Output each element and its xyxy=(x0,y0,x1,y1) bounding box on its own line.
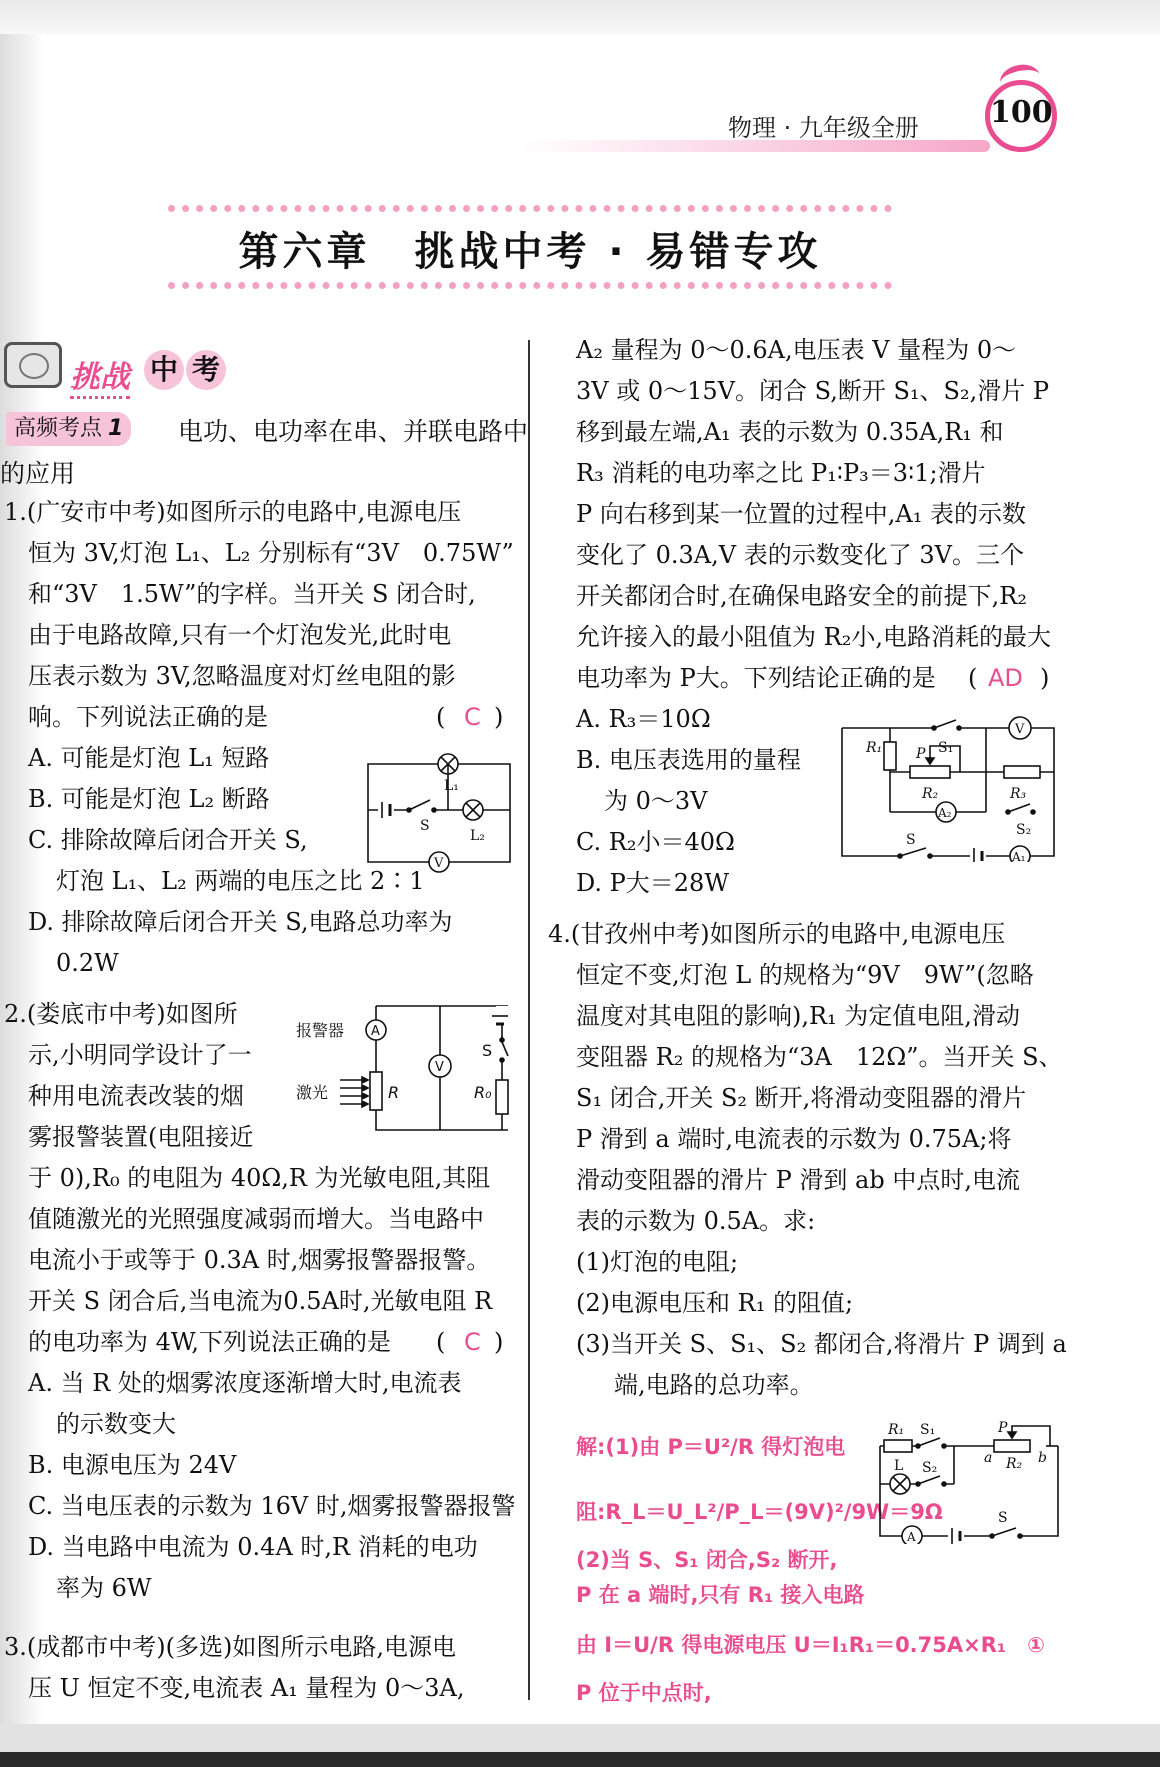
page-top-edge xyxy=(0,0,1160,34)
option-line: 为 0～3V xyxy=(604,787,708,815)
option-line: B. 电源电压为 24V xyxy=(28,1451,237,1479)
answer-paren-open: ( xyxy=(436,1328,446,1356)
c4-r2-label: R₂ xyxy=(1006,1456,1023,1472)
answer-q3: AD xyxy=(988,664,1023,692)
c3-r3-label: R₃ xyxy=(1010,786,1027,802)
text-line: 于 0),R₀ 的电阻为 40Ω,R 为光敏电阻,其阻 xyxy=(28,1164,491,1192)
text-line: 恒定不变,灯泡 L 的规格为“9V 9W”(忽略 xyxy=(576,961,1034,989)
answer-q1: C xyxy=(464,703,481,731)
text-line: (1)灯泡的电阻; xyxy=(576,1248,739,1276)
option-line: A. 可能是灯泡 L₁ 短路 xyxy=(28,744,270,772)
c4-am-label: A xyxy=(907,1530,916,1544)
c3-v-label: V xyxy=(1015,722,1025,737)
chapter-title: 第六章 挑战中考 · 易错专攻 xyxy=(238,229,822,275)
answer-q2: C xyxy=(464,1328,481,1356)
text-line: 电功率为 P大。下列结论正确的是 xyxy=(576,664,936,692)
option-line: B. 可能是灯泡 L₂ 断路 xyxy=(28,785,270,813)
c2-s-label: S xyxy=(482,1041,493,1060)
text-line: (2)电源电压和 R₁ 的阻值; xyxy=(576,1289,854,1317)
column-divider xyxy=(528,340,530,1700)
answer-paren-close: ) xyxy=(494,1328,504,1356)
text-line: 表的示数为 0.5A。求: xyxy=(576,1207,816,1235)
solution-line: 解:(1)由 P＝U²/R 得灯泡电 xyxy=(576,1435,846,1459)
section-label-zhong: 中 xyxy=(144,350,184,390)
c4-l-label: L xyxy=(894,1458,904,1474)
text-line: 响。下列说法正确的是 xyxy=(28,703,268,731)
c1-s-label: S xyxy=(420,818,430,834)
text-line: 电流小于或等于 0.3A 时,烟雾报警器报警。 xyxy=(28,1246,491,1274)
c3-s-label: S xyxy=(906,832,916,848)
option-line: D. 当电路中电流为 0.4A 时,R 消耗的电功 xyxy=(28,1533,478,1561)
text-line: 示,小明同学设计了一 xyxy=(28,1041,252,1069)
c2-v-label: V xyxy=(435,1060,444,1075)
text-line: 压 U 恒定不变,电流表 A₁ 量程为 0～3A, xyxy=(28,1674,465,1702)
text-line: 温度对其电阻的影响),R₁ 为定值电阻,滑动 xyxy=(576,1002,1020,1030)
solution-line: 由 I＝U/R 得电源电压 U＝I₁R₁＝0.75A×R₁ ① xyxy=(576,1633,1045,1657)
c1-l1-label: L₁ xyxy=(444,778,459,794)
option-line: 的示数变大 xyxy=(56,1410,176,1438)
keypoint-title-line-1: 电功、电功率在串、并联电路中 xyxy=(178,417,529,446)
circuit-diagram-2 xyxy=(296,998,512,1138)
text-line: 1.(广安市中考)如图所示的电路中,电源电压 xyxy=(4,498,462,526)
c4-r1-label: R₁ xyxy=(888,1422,905,1438)
option-line: A. 当 R 处的烟雾浓度逐渐增大时,电流表 xyxy=(28,1369,462,1397)
answer-paren-open: ( xyxy=(968,664,978,692)
keypoint-badge xyxy=(6,412,131,446)
text-line: 移到最左端,A₁ 表的示数为 0.35A,R₁ 和 xyxy=(576,418,1004,446)
option-line: C. 当电压表的示数为 16V 时,烟雾报警器报警 xyxy=(28,1492,516,1520)
answer-paren-close: ) xyxy=(494,703,504,731)
c3-r2-label: R₂ xyxy=(922,786,939,802)
text-line: 允许接入的最小阻值为 R₂小,电路消耗的最大 xyxy=(576,623,1051,651)
text-line: 开关都闭合时,在确保电路安全的前提下,R₂ xyxy=(576,582,1027,610)
c2-a-label: A xyxy=(371,1024,380,1039)
c3-s1-label: S₁ xyxy=(938,740,954,756)
section-label-kao: 考 xyxy=(186,350,226,390)
circuit-diagram-1 xyxy=(364,748,514,876)
keypoint-badge-label: 高频考点 xyxy=(14,416,103,441)
page-number: 100 xyxy=(990,95,1053,130)
text-line: 2.(娄底市中考)如图所 xyxy=(4,1000,238,1028)
keypoint-title-line-2: 的应用 xyxy=(0,459,76,488)
text-line: P 滑到 a 端时,电流表的示数为 0.75A;将 xyxy=(576,1125,1012,1153)
c3-a1-label: A₁ xyxy=(1012,850,1026,862)
solution-line: P 位于中点时, xyxy=(576,1681,712,1705)
option-line: 0.2W xyxy=(56,949,119,977)
option-line: C. 排除故障后闭合开关 S, xyxy=(28,826,308,854)
text-line: 变化了 0.3A,V 表的示数变化了 3V。三个 xyxy=(576,541,1024,569)
text-line: 4.(甘孜州中考)如图所示的电路中,电源电压 xyxy=(548,920,1006,948)
c2-r0-label: R₀ xyxy=(474,1083,492,1102)
c2-r-label: R xyxy=(388,1083,400,1102)
text-line: P 向右移到某一位置的过程中,A₁ 表的示数 xyxy=(576,500,1026,528)
c3-p-label: P xyxy=(916,746,926,762)
c3-s2-label: S₂ xyxy=(1016,822,1032,838)
c4-b-label: b xyxy=(1038,1450,1047,1466)
c4-s-label: S xyxy=(998,1510,1008,1526)
header-subject: 物理 · 九年级全册 xyxy=(728,114,919,142)
solution-line: P 在 a 端时,只有 R₁ 接入电路 xyxy=(576,1583,865,1607)
circuit-diagram-4 xyxy=(874,1418,1064,1544)
solution-line: 阻:R_L＝U_L²/P_L＝(9V)²/9W＝9Ω xyxy=(576,1500,943,1524)
option-line: 率为 6W xyxy=(56,1574,152,1602)
c1-l2-label: L₂ xyxy=(470,828,485,844)
tv-icon xyxy=(4,342,62,388)
solution-line: (2)当 S、S₁ 闭合,S₂ 断开, xyxy=(576,1548,838,1572)
page-bottom-bar xyxy=(0,1752,1160,1767)
text-line: (3)当开关 S、S₁、S₂ 都闭合,将滑片 P 调到 a xyxy=(576,1330,1067,1358)
text-line: 压表示数为 3V,忽略温度对灯丝电阻的影 xyxy=(28,662,456,690)
text-line: 变阻器 R₂ 的规格为“3A 12Ω”。当开关 S、 xyxy=(576,1043,1063,1071)
option-line: A. R₃＝10Ω xyxy=(576,705,711,733)
text-line: 滑动变阻器的滑片 P 滑到 ab 中点时,电流 xyxy=(576,1166,1020,1194)
text-line: R₃ 消耗的电功率之比 P₁∶P₃＝3∶1;滑片 xyxy=(576,459,986,487)
text-line: 由于电路故障,只有一个灯泡发光,此时电 xyxy=(28,621,452,649)
text-line: A₂ 量程为 0～0.6A,电压表 V 量程为 0～ xyxy=(576,336,1017,364)
c4-s2-label: S₂ xyxy=(922,1460,938,1476)
text-line: 3V 或 0～15V。闭合 S,断开 S₁、S₂,滑片 P xyxy=(576,377,1050,405)
c4-p-label: P xyxy=(998,1420,1008,1436)
text-line: 3.(成都市中考)(多选)如图所示电路,电源电 xyxy=(4,1633,456,1661)
section-label-tiao: 挑战 xyxy=(70,352,130,399)
text-line: 雾报警装置(电阻接近 xyxy=(28,1123,254,1151)
text-line: 种用电流表改装的烟 xyxy=(28,1082,244,1110)
circuit-diagram-3 xyxy=(838,712,1060,862)
c2-laser-label: 激光 xyxy=(296,1083,329,1102)
option-line: C. R₂小＝40Ω xyxy=(576,828,735,856)
option-line: D. P大＝28W xyxy=(576,869,729,897)
text-line: 和“3V 1.5W”的字样。当开关 S 闭合时, xyxy=(28,580,476,608)
c2-alarm-label: 报警器 xyxy=(296,1021,345,1040)
text-line: 的电功率为 4W,下列说法正确的是 xyxy=(28,1328,391,1356)
option-line: 灯泡 L₁、L₂ 两端的电压之比 2∶1 xyxy=(56,867,425,895)
text-line: S₁ 闭合,开关 S₂ 断开,将滑动变阻器的滑片 xyxy=(576,1084,1027,1112)
c3-a2-label: A₂ xyxy=(938,806,952,820)
answer-paren-close: ) xyxy=(1040,664,1050,692)
c4-a-label: a xyxy=(984,1450,993,1466)
text-line: 开关 S 闭合后,当电流为0.5A时,光敏电阻 R xyxy=(28,1287,493,1315)
c3-r1-label: R₁ xyxy=(866,740,883,756)
page-number-badge xyxy=(985,80,1057,152)
chapter-title-box xyxy=(168,205,892,289)
text-line: 端,电路的总功率。 xyxy=(614,1371,814,1399)
c1-v-label: V xyxy=(434,856,444,871)
option-line: D. 排除故障后闭合开关 S,电路总功率为 xyxy=(28,908,453,936)
text-line: 恒为 3V,灯泡 L₁、L₂ 分别标有“3V 0.75W” xyxy=(28,539,514,567)
keypoint-badge-num: 1 xyxy=(108,416,124,441)
answer-paren-open: ( xyxy=(436,703,446,731)
c4-s1-label: S₁ xyxy=(920,1422,936,1438)
option-line: B. 电压表选用的量程 xyxy=(576,746,801,774)
text-line: 值随激光的光照强度减弱而增大。当电路中 xyxy=(28,1205,484,1233)
